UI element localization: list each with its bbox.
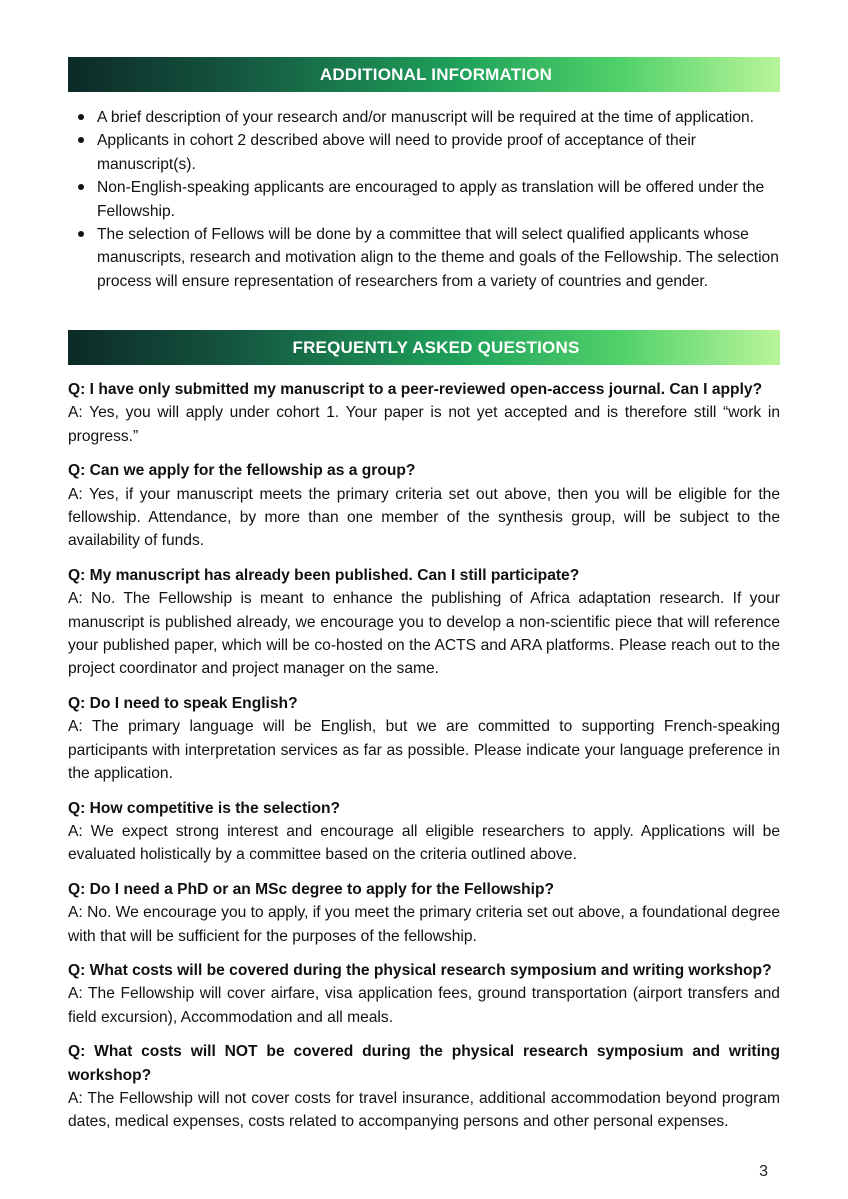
faq-answer: A: We expect strong interest and encourage all eligible researchers to apply. Applications will be evaluated holistically by a committee based on the criteria outlined above. (68, 822, 780, 864)
additional-information-list (68, 106, 790, 293)
faq-answer: A: The primary language will be English, but we are committed to supporting French-speaking participants with interpretation services as far as possible. Please indicate your language preference in the application. (68, 718, 780, 783)
faq-question: Q: What costs will be covered during the physical research symposium and writing workshop? (68, 961, 772, 979)
faq-question: Q: Can we apply for the fellowship as a group? (68, 462, 416, 480)
list-item (68, 129, 790, 176)
faq-item (68, 378, 780, 448)
faq-question: Q: How competitive is the selection? (68, 799, 341, 817)
faq-answer: A: The Fellowship will not cover costs for travel insurance, additional accommodation beyond program dates, medical expenses, costs related to accompanying persons and other personal expenses. (68, 1089, 780, 1131)
faq-item (68, 878, 780, 948)
bullet-icon (78, 137, 84, 143)
faq-question: Q: What costs will NOT be covered during the physical research symposium and writing workshop? (68, 1043, 780, 1084)
faq-question: Q: I have only submitted my manuscript to a peer-reviewed open-access journal. Can I apply? (68, 381, 763, 398)
faq-question: Q: My manuscript has already been published. Can I still participate? (68, 566, 580, 584)
faq-item (68, 692, 780, 786)
bullet-text: The selection of Fellows will be done by a committee that will select qualified applicants whose manuscripts, research and motivation align to the theme and goals of the Fellowship. The selection process will ensure representation of researchers from a variety of countries and gender. (97, 226, 779, 290)
faq-item (68, 959, 780, 1029)
bullet-icon (78, 114, 84, 120)
faq-item (68, 797, 780, 867)
faq-answer: A: No. The Fellowship is meant to enhance the publishing of Africa adaptation research. If your manuscript is published already, we encourage you to develop a non-scientific piece that will reference your published paper, which will be co-hosted on the ACTS and ARA platforms. Please reach out to the project coordinator and project manager on the same. (68, 590, 780, 678)
faq-question: Q: Do I need to speak English? (68, 694, 298, 712)
faq-list (68, 378, 780, 1145)
faq-title: FREQUENTLY ASKED QUESTIONS (292, 337, 580, 357)
faq-answer: A: Yes, you will apply under cohort 1. Your paper is not yet accepted and is therefore still “work in progress.” (68, 404, 780, 445)
bullet-text: Applicants in cohort 2 described above will need to provide proof of acceptance of their manuscript(s). (97, 132, 696, 173)
additional-information-title: ADDITIONAL INFORMATION (319, 64, 553, 84)
faq-item (68, 1040, 780, 1134)
faq-heading (68, 330, 780, 365)
list-item (68, 106, 790, 129)
faq-item (68, 459, 780, 553)
list-item (68, 223, 790, 293)
bullet-icon (78, 231, 84, 237)
list-item (68, 176, 790, 223)
bullet-text: A brief description of your research and/or manuscript will be required at the time of application. (97, 109, 755, 126)
faq-question: Q: Do I need a PhD or an MSc degree to apply for the Fellowship? (68, 880, 555, 898)
faq-answer: A: The Fellowship will cover airfare, visa application fees, ground transportation (airport transfers and field excursion), Accommodation and all meals. (68, 985, 780, 1026)
bullet-text: Non-English-speaking applicants are encouraged to apply as translation will be offered under the Fellowship. (97, 179, 765, 220)
faq-item (68, 564, 780, 681)
faq-answer: A: Yes, if your manuscript meets the primary criteria set out above, then you will be eligible for the fellowship. Attendance, by more than one member of the synthesis group, will be subject to the availability of funds. (68, 485, 780, 550)
faq-answer: A: No. We encourage you to apply, if you meet the primary criteria set out above, a foundational degree with that will be sufficient for the purposes of the fellowship. (68, 904, 780, 945)
page-number: 3 (759, 1163, 768, 1180)
additional-information-heading (68, 57, 780, 92)
bullet-icon (78, 184, 84, 190)
